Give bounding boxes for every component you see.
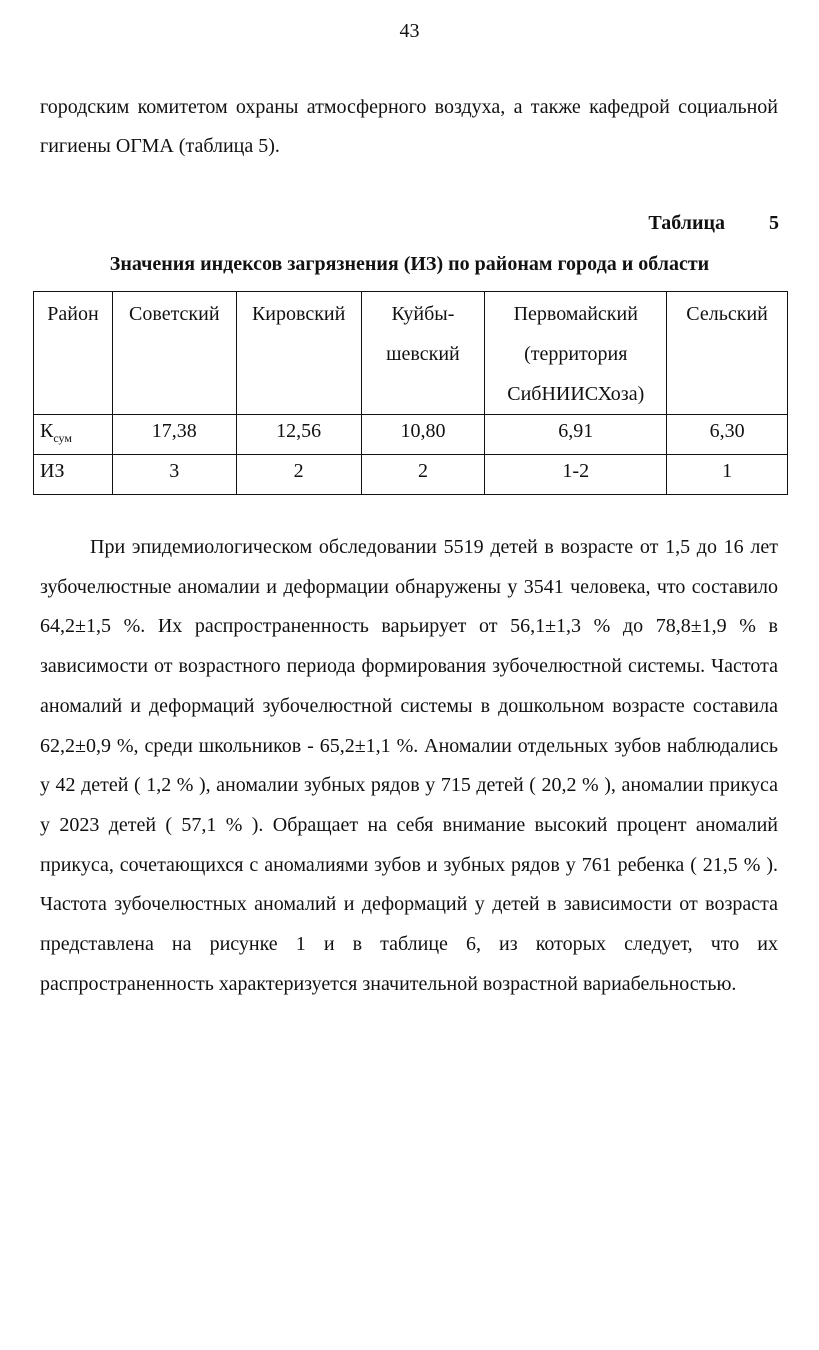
page-number: 43 — [399, 20, 420, 42]
table-cell: 2 — [361, 455, 485, 495]
row-label-main: К — [40, 420, 54, 442]
intro-paragraph: городским комитетом охраны атмосферного воздуха, а также кафедрой социальной гигиены ОГМА (таблица 5). — [40, 96, 778, 157]
row-label-subscript: сум — [53, 431, 72, 445]
table-caption-label: Таблица — [648, 212, 725, 234]
table-title: Значения индексов загрязнения (ИЗ) по районам города и области — [109, 253, 710, 275]
pollution-index-table — [33, 291, 788, 495]
table-cell: 1 — [667, 455, 788, 495]
header-kirovsky: Кировский — [236, 292, 361, 415]
table-cell: 6,91 — [485, 415, 667, 455]
header-district: Район — [34, 292, 113, 415]
header-pervomaisky: Первомайский (территория СибНИИСХоза) — [485, 292, 667, 415]
table-caption — [648, 212, 779, 235]
table-caption-number: 5 — [769, 212, 779, 234]
table-cell: 12,56 — [236, 415, 361, 455]
table-cell: 3 — [112, 455, 236, 495]
row-label-iz: ИЗ — [34, 455, 113, 495]
table-row — [34, 455, 788, 495]
table-cell: 1-2 — [485, 455, 667, 495]
table-cell: 10,80 — [361, 415, 485, 455]
table-row — [34, 415, 788, 455]
table-cell: 17,38 — [112, 415, 236, 455]
header-kuibyshevsky: Куйбы-шевский — [361, 292, 485, 415]
main-paragraph: При эпидемиологическом обследовании 5519 детей в возрасте от 1,5 до 16 лет зубочелюстные аномалии и деформации обнаружены у 3541 человека, что составило 64,2±1,5 %. Их распространенность варьирует от 56,1±1,3 % до 78,8±1,9 % в зависимости от возрастного периода формирования зубочелюстной системы. Частота аномалий и деформаций зубочелюстной системы в дошкольном возрасте составила 62,2±0,9 %, среди школьников - 65,2±1,1 %. Аномалии отдельных зубов наблюдались у 42 детей ( 1,2 % ), аномалии зубных рядов у 715 детей ( 20,2 % ), аномалии прикуса у 2023 детей ( 57,1 % ). Обращает на себя внимание высокий процент аномалий прикуса, сочетающихся с аномалиями зубов и зубных рядов у 761 ребенка ( 21,5 % ). Частота зубочелюстных аномалий и деформаций у детей в зависимости от возраста представлена на рисунке 1 и в таблице 6, из которых следует, что их распространенность характеризуется значительной возрастной вариабельностью. — [40, 536, 778, 995]
table-cell: 6,30 — [667, 415, 788, 455]
row-label-ksum — [34, 415, 113, 455]
header-sovetsky: Советский — [112, 292, 236, 415]
header-selsky: Сельский — [667, 292, 788, 415]
table-cell: 2 — [236, 455, 361, 495]
table-header-row — [34, 292, 788, 415]
